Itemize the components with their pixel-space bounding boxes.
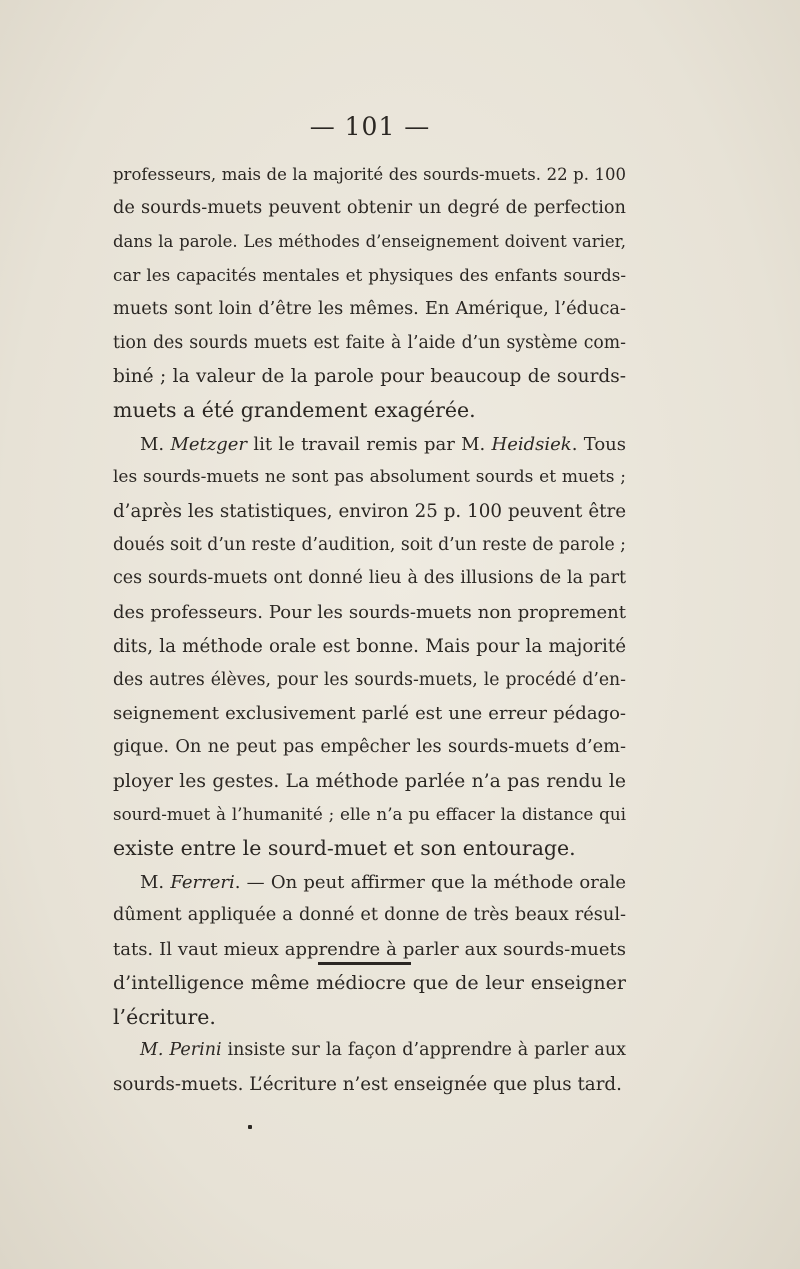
- text-line: biné ; la valeur de la parole pour beaucoup de sourds-: [113, 366, 626, 388]
- line-text: insiste sur la façon d’apprendre à parler aux: [221, 1040, 626, 1061]
- line-text: . — On peut affirmer que la méthode orale: [234, 871, 627, 893]
- text-line: car les capacités mentales et physiques des enfants sourds-: [113, 265, 626, 286]
- body-text: [113, 158, 626, 1102]
- text-line: sourds-muets. L’écriture n’est enseignée que plus tard.: [113, 1073, 622, 1095]
- text-line: muets sont loin d’être les mêmes. En Amérique, l’éduca-: [113, 298, 626, 319]
- text-line: tats. Il vaut mieux apprendre à parler aux sourds-muets: [113, 939, 626, 961]
- closing-rule: [318, 962, 411, 965]
- text-line: sourd-muet à l’humanité ; elle n’a pu effacer la distance qui: [113, 804, 626, 825]
- text-line: professeurs, mais de la majorité des sourds-muets. 22 p. 100: [113, 165, 626, 184]
- page-number: — 101 —: [309, 112, 431, 141]
- text-line: de sourds-muets peuvent obtenir un degré de perfection: [113, 197, 626, 218]
- text-line: doués soit d’un reste d’audition, soit d’un reste de parole ;: [113, 534, 626, 555]
- text-line: [113, 866, 626, 900]
- ink-speck: [248, 1125, 252, 1129]
- speaker-name: Ferreri: [170, 871, 235, 893]
- paragraph: [113, 1034, 626, 1101]
- text-line: dûment appliquée a donné et donne de très beaux résul-: [113, 905, 626, 926]
- text-line: tion des sourds muets est faite à l’aide d’un système com-: [113, 332, 626, 353]
- text-line: gique. On ne peut pas empêcher les sourds-muets d’em-: [113, 736, 626, 757]
- paragraph: [113, 428, 626, 866]
- text-line: ces sourds-muets ont donné lieu à des illusions de la part: [113, 568, 626, 589]
- text-line: [113, 1034, 626, 1068]
- paragraph: [113, 866, 626, 1035]
- text-line: dans la parole. Les méthodes d’enseignement doivent varier,: [113, 232, 626, 252]
- person-name: Heidsiek: [491, 433, 572, 455]
- line-text: lit le travail remis par M.: [247, 433, 492, 455]
- paragraph: [113, 158, 626, 428]
- speaker-prefix: M.: [140, 433, 171, 455]
- text-line: des autres élèves, pour les sourds-muets, le procédé d’en-: [113, 669, 626, 690]
- text-line: d’intelligence même médiocre que de leur enseigner: [113, 971, 626, 994]
- speaker-prefix: M.: [140, 871, 171, 893]
- speaker-name: Metzger: [170, 433, 248, 455]
- text-line: ployer les gestes. La méthode parlée n’a pas rendu le: [113, 770, 626, 792]
- text-line: existe entre le sourd-muet et son entourage.: [113, 836, 576, 861]
- text-line: seignement exclusivement parlé est une erreur pédago-: [113, 703, 626, 725]
- text-line: les sourds-muets ne sont pas absolument sourds et muets ;: [113, 467, 626, 488]
- text-line: l’écriture.: [113, 1004, 216, 1029]
- text-line: muets a été grandement exagérée.: [113, 397, 476, 422]
- text-line: d’après les statistiques, environ 25 p. 100 peuvent être: [113, 501, 626, 523]
- text-line: dits, la méthode orale est bonne. Mais pour la majorité: [113, 635, 626, 657]
- text-line: [113, 428, 626, 462]
- speaker-name: M. Perini: [140, 1040, 222, 1061]
- line-text: . Tous: [571, 433, 627, 455]
- text-line: des professeurs. Pour les sourds-muets non proprement: [113, 602, 626, 624]
